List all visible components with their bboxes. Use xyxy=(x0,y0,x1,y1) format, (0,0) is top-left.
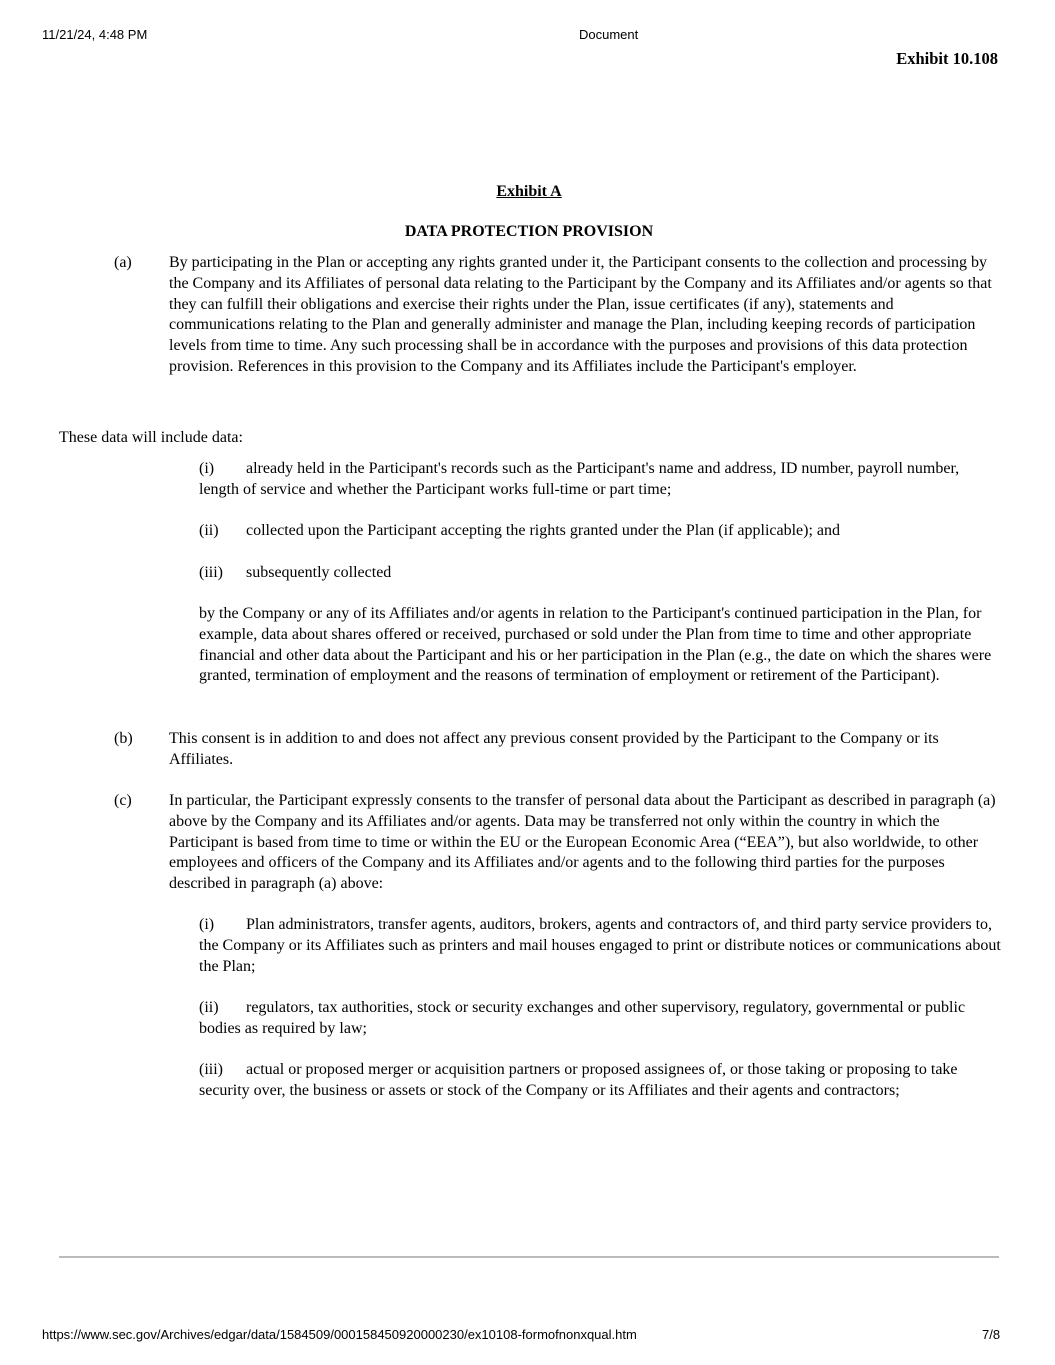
list-item-marker: (i) xyxy=(199,916,215,933)
list-item xyxy=(199,915,1002,977)
page-divider xyxy=(59,1256,999,1258)
list-item-marker: (iii) xyxy=(199,564,223,581)
list-item xyxy=(199,521,1002,542)
print-doc-title: Document xyxy=(579,27,639,42)
print-url: https://www.sec.gov/Archives/edgar/data/1584509/000158450920000230/ex10108-formofnonxqual.htm xyxy=(42,1327,637,1342)
list-item-text: collected upon the Participant accepting the rights granted under the Plan (if applicable); and xyxy=(246,522,841,539)
paragraph-marker: (c) xyxy=(114,792,132,809)
exhibit-number: Exhibit 10.108 xyxy=(896,49,998,68)
list-item-text: subsequently collected xyxy=(246,564,392,581)
paragraph-text: In particular, the Participant expressly consents to the transfer of personal data about the Participant as described in paragraph (a) above by the Company and its Affiliates and/or agents. Data may be transferred not only within the country in which the Participant is based from time to time or within the EU or the European Economic Area (“EEA”), but also worldwide, to other employees and officers of the Company and its Affiliates and/or agents and to the following third parties for the purposes described in paragraph (a) above: xyxy=(169,792,996,893)
paragraph-marker: (a) xyxy=(114,254,132,271)
list-item-marker: (iii) xyxy=(199,1061,223,1078)
list-item-text: Plan administrators, transfer agents, auditors, brokers, agents and contractors of, and third party service providers to, the Company or its Affiliates such as printers and mail houses engaged to print or distribute notices or communications about the Plan; xyxy=(199,916,1001,975)
list-item xyxy=(199,998,1002,1040)
exhibit-label: Exhibit A xyxy=(496,183,562,200)
list-item xyxy=(199,459,1002,501)
list-item-marker: (i) xyxy=(199,460,215,477)
data-continuation: by the Company or any of its Affiliates and/or agents in relation to the Participant's continued participation in the Plan, for example, data about shares offered or received, purchased or sold under the Plan from time to time and other appropriate financial and other data about the Participant and his or her participation in the Plan (e.g., the date on which the shares were granted, termination of employment and the reasons of termination of employment or retirement of the Participant). xyxy=(199,605,992,685)
list-item-marker: (ii) xyxy=(199,999,219,1016)
list-item xyxy=(199,563,1002,584)
print-page-number: 7/8 xyxy=(982,1327,1001,1342)
section-title: DATA PROTECTION PROVISION xyxy=(404,223,654,240)
paragraph-text: This consent is in addition to and does not affect any previous consent provided by the Participant to the Company or its Affiliates. xyxy=(169,730,939,768)
paragraph-marker: (b) xyxy=(114,730,133,747)
data-intro: These data will include data: xyxy=(59,429,243,446)
list-item-marker: (ii) xyxy=(199,522,219,539)
list-item xyxy=(199,1060,1002,1102)
list-item-text: regulators, tax authorities, stock or security exchanges and other supervisory, regulatory, governmental or public bodies as required by law; xyxy=(199,999,966,1037)
list-item-text: actual or proposed merger or acquisition partners or proposed assignees of, or those taking or proposing to take security over, the business or assets or stock of the Company or its Affiliates and their agents and contractors; xyxy=(199,1061,958,1099)
paragraph-text: By participating in the Plan or accepting any rights granted under it, the Participant consents to the collection and processing by the Company and its Affiliates of personal data relating to the Participant by the Company and its Affiliates and/or agents so that they can fulfill their obligations and exercise their rights under the Plan, issue certificates (if any), statements and communications relating to the Plan and generally administer and manage the Plan, including keeping records of participation levels from time to time. Any such processing shall be in accordance with the purposes and provisions of this data protection provision. References in this provision to the Company and its Affiliates include the Participant's employer. xyxy=(169,254,992,375)
list-item-text: already held in the Participant's records such as the Participant's name and address, ID number, payroll number, length of service and whether the Participant works full-time or part time; xyxy=(199,460,960,498)
print-datetime: 11/21/24, 4:48 PM xyxy=(42,27,148,42)
